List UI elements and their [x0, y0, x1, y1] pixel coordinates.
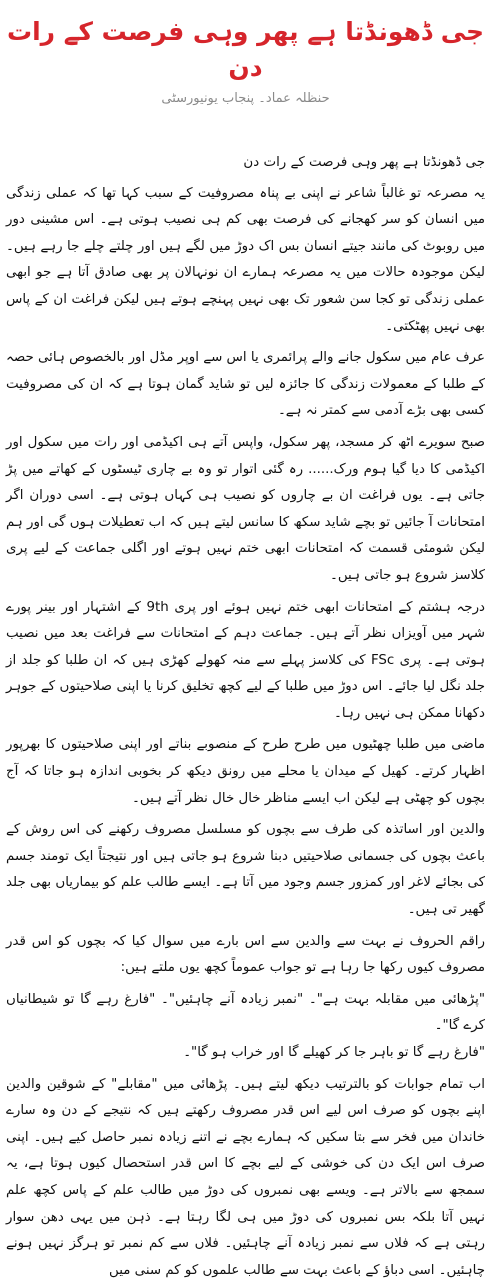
article-body — [6, 150, 485, 1284]
author-byline: حنظلہ عماد۔ پنجاب یونیورسٹی — [161, 91, 330, 106]
paragraph: صبح سویرے اٹھ کر مسجد، پھر سکول، واپس آتے ہی اکیڈمی اور رات میں سکول اور اکیڈمی کا دیا گیا ہوم ورک...... رہ گئی اتوار تو وہ بے چاری ٹیسٹوں کے کھاتے میں پڑ جاتی ہے۔ یوں فراغت ان بے چاروں کو نصیب ہی کہاں ہوتی ہے۔ اسی دوران اگر امتحانات آ جائیں تو بچے شاید سکھ کا سانس لیتے ہیں کہ اب تعطیلات ہوں گی اور ہم لیکن شومئی قسمت کہ امتحانات ابھی ختم نہیں ہوتے اور اگلی جماعت کے لیے پری کلاسز شروع ہو جاتی ہیں۔ — [5, 434, 485, 583]
paragraph: یہ مصرعہ تو غالباً شاعر نے اپنی بے پناہ مصروفیت کے سبب کہا تھا کہ عملی زندگی میں انسان کو سر کھجانے کی فرصت بھی کم ہی نصیب ہوتی ہے۔ اس مشینی دور میں روبوٹ کی مانند جیتے انسان بس اک دوڑ میں لگے ہیں اور چلتے چلے جا رہے ہیں۔ لیکن موجودہ حالات میں یہ مصرعہ ہمارے ان نونہالان پر بھی صادق آتا ہے جو ابھی عملی زندگی تو کجا سن شعور تک بھی نہیں پہنچے ہوتے ہیں لیکن فراغت ان کے پاس بھی نہیں پھٹکتی۔ — [6, 185, 485, 334]
paragraph: والدین اور اساتذہ کی طرف سے بچوں کو مسلسل مصروف رکھنے کی اس روش کے باعث بچوں کی جسمانی صلاحیتیں دبنا شروع ہو جاتی ہیں اور نتیجتاً ایک تومند جسم کی بجائے لاغر اور کمزور جسم وجود میں آتا ہے۔ ایسے طالب علم کو بیماریاں بھی جلد گھیر تی ہیں۔ — [6, 822, 485, 918]
paragraph: ماضی میں طلبا چھٹیوں میں طرح طرح کے منصوبے بناتے اور اپنی صلاحیتوں کا بھرپور اظہار کرتے۔ کھیل کے میدان یا محلے میں رونق دیکھ کر بخوبی اندازہ ہو جاتا کہ آج بچوں کو چھٹی ہے لیکن اب ایسے مناظر خال خال نظر آتے ہیں۔ — [6, 737, 485, 806]
lead-line: جی ڈھونڈتا ہے پھر وہی فرصت کے رات دن — [243, 155, 485, 170]
parent-quote: "فارغ رہے گا تو باہر جا کر کھیلے گا اور خراب ہو گا"۔ — [183, 1045, 485, 1060]
article-title: جی ڈھونڈتا ہے پھر وہی فرصت کے رات دن — [6, 17, 484, 82]
parent-quote: "پڑھائی میں مقابلہ بہت ہے"۔ "نمبر زیادہ آنے چاہئیں"۔ "فارغ رہے گا تو شیطانیاں کرے گا"۔ — [6, 991, 485, 1034]
paragraph: راقم الحروف نے بہت سے والدین سے اس بارے میں سوال کیا کہ بچوں کو اس قدر مصروف کیوں رکھا جا رہا ہے تو جواب عموماً کچھ یوں ملتے ہیں: — [6, 933, 485, 976]
paragraph: درجہ ہشتم کے امتحانات ابھی ختم نہیں ہوئے اور پری 9th کے اشتہار اور بینر پورے شہر میں آویزاں نظر آتے ہیں۔ جماعت دہم کے امتحانات سے فراغت بعد میں نصیب ہوتی ہے۔ پری FSc کی کلاسز پہلے سے منہ کھولے کھڑی ہیں کہ ان طلبا کو جلد از جلد نگل لیا جائے۔ اس دوڑ میں طلبا کے لیے کچھ تخلیق کرنا یا اپنی صلاحیتوں کے جوہر دکھانا ممکن ہی نہیں رہا۔ — [6, 599, 485, 721]
closing-paragraph: اب تمام جوابات کو بالترتیب دیکھ لیتے ہیں۔ پڑھائی میں "مقابلے" کے شوقین والدین اپنے بچوں کو صرف اس لیے اس قدر مصروف رکھتے ہیں کہ نتیجے کے دن وہ سارے خاندان میں فخر سے بتا سکیں کہ ہمارے بچے نے اتنے زیادہ نمبر حاصل کیے ہیں۔ اپنی صرف اس ایک دن کی خوشی کے لیے بچے کا اس قدر استحصال کیوں ہوتا ہے، یہ سمجھ سے بالاتر ہے۔ ویسے بھی نمبروں کی دوڑ میں طالب علم کے پاس کچھ علم نہیں آتا بلکہ بس نمبروں کی دوڑ میں ہی لگا رہتا ہے۔ ذہن میں یہی دھن سوار رہتی ہے کہ فلاں سے نمبر زیادہ آنے چاہئیں۔ فلاں سے کم نمبر تو ہرگز نہیں ہونے چاہئیں۔ اسی دباؤ کے باعث بہت سے طالب علموں کو کم سنی میں — [6, 1076, 485, 1278]
paragraph: عرف عام میں سکول جانے والے پرائمری یا اس سے اوپر مڈل اور بالخصوص ہائی حصہ کے طلبا کے معمولات زندگی کا جائزہ لیں تو شاید گمان ہوتا ہے کہ ان کی مصروفیت کسی بھی بڑے آدمی سے کمتر نہ ہے۔ — [6, 350, 485, 419]
